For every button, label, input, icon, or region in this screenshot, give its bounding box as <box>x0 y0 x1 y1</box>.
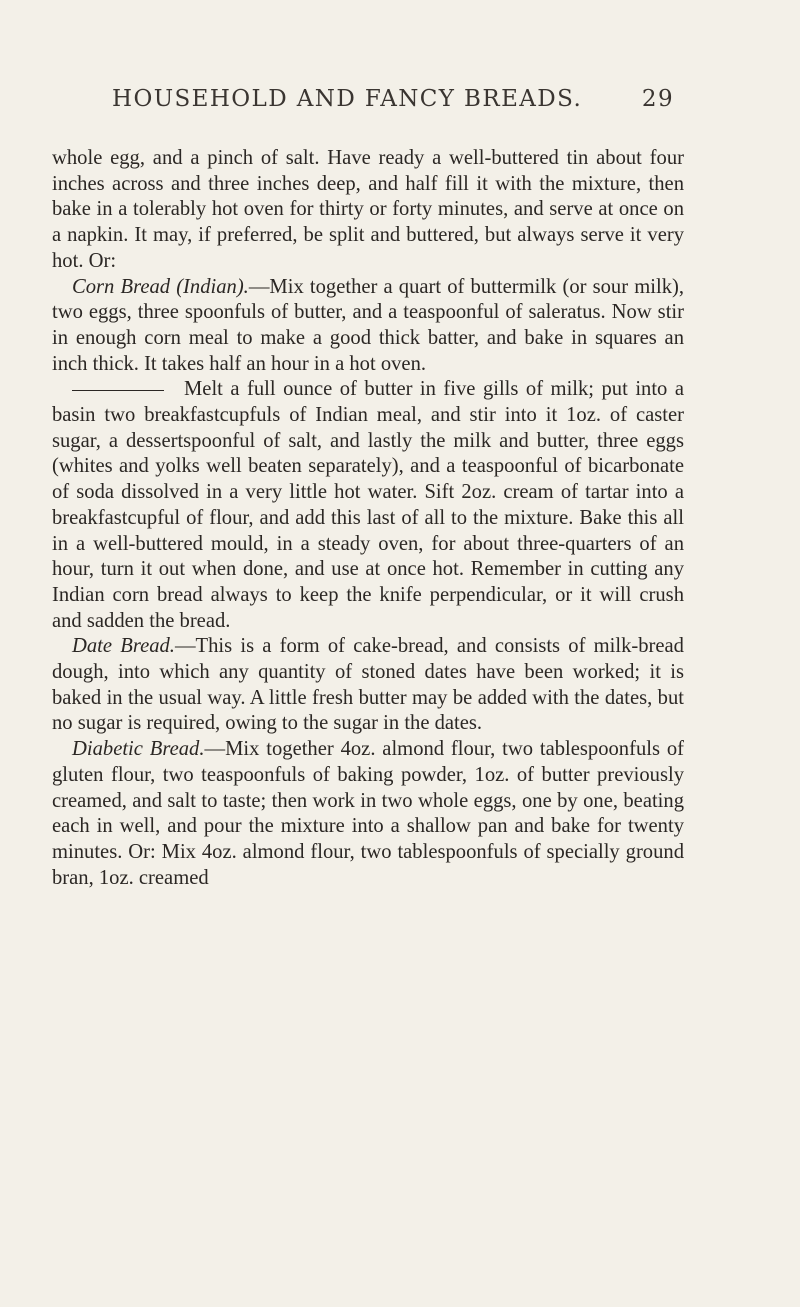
recipe-heading: Date Bread. <box>72 635 175 658</box>
page-number: 29 <box>641 86 674 112</box>
paragraph-text: —This is a form of cake-bread, and consists of milk-bread dough, into which any quantity of stoned dates have been worked; it is baked in the usual way. A little fresh butter may be added with the dates, but no sugar is required, owing to the sugar in the dates. <box>52 635 684 735</box>
paragraph-text: —Mix together 4oz. almond flour, two tablespoonfuls of gluten flour, two teaspoonfuls of baking powder, 1oz. of butter previously creamed, and salt to taste; then work in two whole eggs, one by one, beating each in well, and pour the mixture into a shallow pan and bake for twenty minutes. Or: Mix 4oz. almond flour, two tablespoonfuls of specially ground bran, 1oz. creamed <box>52 738 684 889</box>
running-header <box>112 86 674 122</box>
paragraph-diabetic-bread <box>52 737 684 891</box>
ditto-rule <box>72 390 164 392</box>
paragraph-date-bread <box>52 634 684 737</box>
paragraph-text: whole egg, and a pinch of salt. Have ready a well-buttered tin about four inches across and three inches deep, and half fill it with the mixture, then bake in a tolerably hot oven for thirty or forty minutes, and serve at once on a napkin. It may, if preferred, be split and buttered, but always serve it very hot. Or: <box>52 147 684 272</box>
paragraph-text: Melt a full ounce of butter in five gills of milk; put into a basin two breakfastcupfuls of Indian meal, and stir into it 1oz. of caster sugar, a dessertspoonful of salt, and lastly the milk and butter, three eggs (whites and yolks well beaten separately), and a teaspoonful of bicarbonate of soda dissolved in a very little hot water. Sift 2oz. cream of tartar into a breakfastcupful of flour, and add this last of all to the mixture. Bake this all in a well-buttered mould, in a steady oven, for about three-quarters of an hour, turn it out when done, and use at once hot. Remember in cutting any Indian corn bread always to keep the knife perpendicular, or it will crush and sadden the bread. <box>52 378 684 632</box>
page-body <box>52 146 684 891</box>
recipe-heading: Corn Bread (Indian). <box>72 275 249 298</box>
running-title: HOUSEHOLD AND FANCY BREADS. <box>112 86 583 112</box>
recipe-heading: Diabetic Bread. <box>72 738 205 761</box>
paragraph-continuation <box>52 146 684 275</box>
paragraph-corn-bread <box>52 275 684 378</box>
paragraph-corn-bread-variant <box>52 377 684 634</box>
paragraph-text: —Mix together a quart of buttermilk (or sour milk), two eggs, three spoonfuls of butter, and a teaspoonful of saleratus. Now stir in enough corn meal to make a good thick batter, and bake in squares an inch thick. It takes half an hour in a hot oven. <box>52 275 684 375</box>
